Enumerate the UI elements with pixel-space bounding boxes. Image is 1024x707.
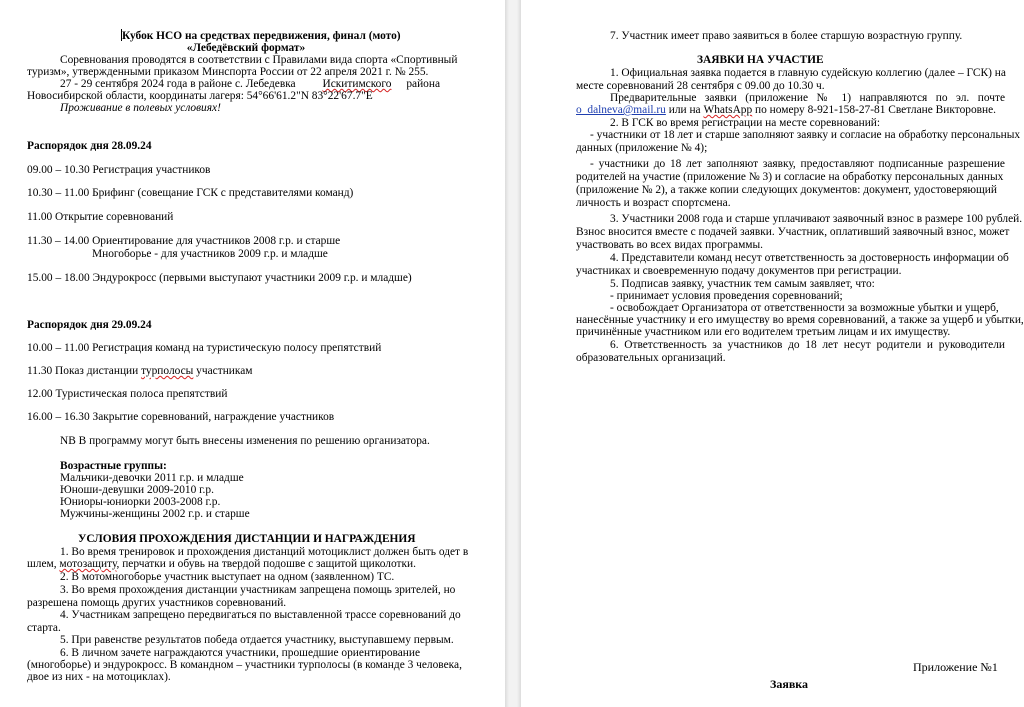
document-page-left [0,0,505,707]
schedule-item: 10.00 – 11.00 Регистрация команд на туристическую полосу препятствий [27,342,382,354]
applications-line: 5. Подписав заявку, участник тем самым заявляет, что: [610,278,875,290]
doc-title: Кубок НСО на средствах передвижения, финал (мото) [122,30,401,42]
applications-line: - принимает условия проведения соревнований; [610,290,843,302]
intro-text: района [406,78,441,90]
schedule-item: 12.00 Туристическая полоса препятствий [27,388,228,400]
schedule-text: участникам [193,365,253,377]
schedule-item: Многоборье - для участников 2009 г.р. и младше [92,248,328,260]
spellcheck-word: турполосы [141,365,194,377]
applications-text: по номеру 8-921-158-27-81 Светлане Викторовне. [752,104,997,116]
intro-text: 27 - 29 сентября 2024 года в районе с. Лебедевка [60,78,296,90]
conditions-line: 1. Во время тренировок и прохождения дистанций мотоциклист должен быть одет в [60,546,469,558]
age-group-item: Мальчики-девочки 2011 г.р. и младше [60,472,244,484]
spellcheck-word: WhatsApp [703,104,753,116]
conditions-line: 2. В мотомногоборье участник выступает на одном (заявленном) ТС. [60,571,395,583]
applications-line: личность и возраст спортсмена. [576,197,731,209]
intro-line: Новосибирской области, координаты лагеря: 54°66'61.2"N 83°22'67.7"E [27,90,373,102]
intro-line: туризм», утвержденными приказом Минспорта России от 22 апреля 2021 г. № 255. [27,66,429,78]
document-page-right [521,0,1024,707]
schedule-text: 11.30 Показ дистанции [27,365,142,377]
applications-line: 3. Участники 2008 года и старше уплачивают заявочный взнос в размере 100 рублей. [610,213,1023,225]
page-gutter [505,0,521,707]
schedule-day1-heading: Распорядок дня 28.09.24 [27,140,152,152]
schedule-item: 15.00 – 18.00 Эндурокросс (первыми выступают участники 2009 г.р. и младше) [27,272,412,284]
spellcheck-word: Искитимского [322,78,392,90]
conditions-line: 6. В личном зачете награждаются участники, прошедшие ориентирование [60,647,421,659]
applications-line: - участники до 18 лет заполняют заявку, предоставляют подписанные разрешение [590,158,1005,170]
age-groups-heading: Возрастные группы: [60,460,167,472]
applications-line: родителей на участие (приложение № 3) и согласие на обработку персональных данных [576,171,1004,183]
applications-line: участвовать во всех видах программы. [576,239,764,251]
applications-line: (приложение № 2), а также копии следующих документов: документ, удостоверяющий [576,184,997,196]
applications-line [576,104,996,117]
applications-line: 6. Ответственность за участников до 18 лет несут родители и руководители [610,339,1005,351]
schedule-item: 10.30 – 11.00 Брифинг (совещание ГСК с представителями команд) [27,187,354,199]
schedule-item [27,365,253,378]
applications-text: или на [665,104,704,116]
conditions-text: , перчатки и обувь на твердой подошве с защитой щиколотки. [116,558,416,570]
applications-line: образовательных организаций. [576,352,726,364]
conditions-line: 4. Участникам запрещено передвигаться по выставленной трассе соревнований до [60,609,461,621]
conditions-line: (многоборье) и эндурокросс. В командном – участники турполосы (в команде 3 человека, [27,659,462,671]
applications-line: участниках и своевременную подачу документов при регистрации. [576,265,902,277]
conditions-line: старта. [27,622,61,634]
age-group-item: Мужчины-женщины 2002 г.р. и старше [60,508,250,520]
schedule-item: 11.00 Открытие соревнований [27,211,174,223]
applications-line: 4. Представители команд несут ответственность за достоверность информации об [610,252,1009,264]
applications-line: месте соревнований 28 сентября с 09.00 до 10.30 ч. [576,80,825,92]
conditions-line: 5. При равенстве результатов победа отдается участнику, выступавшему первым. [60,634,454,646]
applications-heading: ЗАЯВКИ НА УЧАСТИЕ [697,54,824,66]
conditions-line: разрешена помощь других участников соревнований. [27,597,287,609]
age-group-item: Юниоры-юниорки 2003-2008 г.р. [60,496,221,508]
intro-line: Соревнования проводятся в соответствии с Правилами вида спорта «Спортивный [60,54,458,66]
schedule-item: 16.00 – 16.30 Закрытие соревнований, награждение участников [27,411,335,423]
appendix-heading: Заявка [770,677,809,691]
applications-line: - освобождает Организатора от ответственности за возможные убытки и ущерб, [610,302,999,314]
doc-subtitle: «Лебедёвский формат» [186,42,306,54]
applications-line: - участники от 18 лет и старше заполняют заявку и согласие на обработку персональных [590,129,1021,141]
applications-line: нанесённые участнику и его имуществу во время соревнований, а также за ущерб и убытки, [576,314,1024,326]
conditions-text: шлем, [27,558,60,570]
email-link[interactable]: o_dalneva@mail.ru [576,104,666,116]
conditions-line: 3. Во время прохождения дистанции участникам запрещена помощь зрителей, но [60,584,456,596]
schedule-day2-heading: Распорядок дня 29.09.24 [27,319,152,331]
spellcheck-word: мотозащиту [59,558,117,570]
applications-line: Взнос вносится вместе с подачей заявки. Участник, оплативший заявочный взнос, может [576,226,1010,238]
appendix-label: Приложение №1 [913,660,998,674]
conditions-line [27,558,416,571]
schedule-item: 09.00 – 10.30 Регистрация участников [27,164,211,176]
applications-line: данных (приложение № 4); [576,142,708,154]
schedule-item: 11.30 – 14.00 Ориентирование для участников 2008 г.р. и старше [27,235,341,247]
rule-line: 7. Участник имеет право заявиться в более старшую возрастную группу. [610,30,963,42]
applications-line: причинённые участником или его водителем третьим лицам и их имуществу. [576,326,951,338]
applications-line: 1. Официальная заявка подается в главную судейскую коллегию (далее – ГСК) на [610,67,1006,79]
applications-line: 2. В ГСК во время регистрации на месте соревнований: [610,117,881,129]
intro-note: Проживание в полевых условиях! [60,102,221,114]
program-note: NB В программу могут быть внесены изменения по решению организатора. [60,435,430,447]
conditions-heading: УСЛОВИЯ ПРОХОЖДЕНИЯ ДИСТАНЦИИ И НАГРАЖДЕНИЯ [78,533,416,545]
age-group-item: Юноши-девушки 2009-2010 г.р. [60,484,214,496]
applications-line: Предварительные заявки (приложение № 1) направляются по эл. почте [610,92,1005,104]
conditions-line: двое из них - на мотоциклах). [27,671,171,683]
